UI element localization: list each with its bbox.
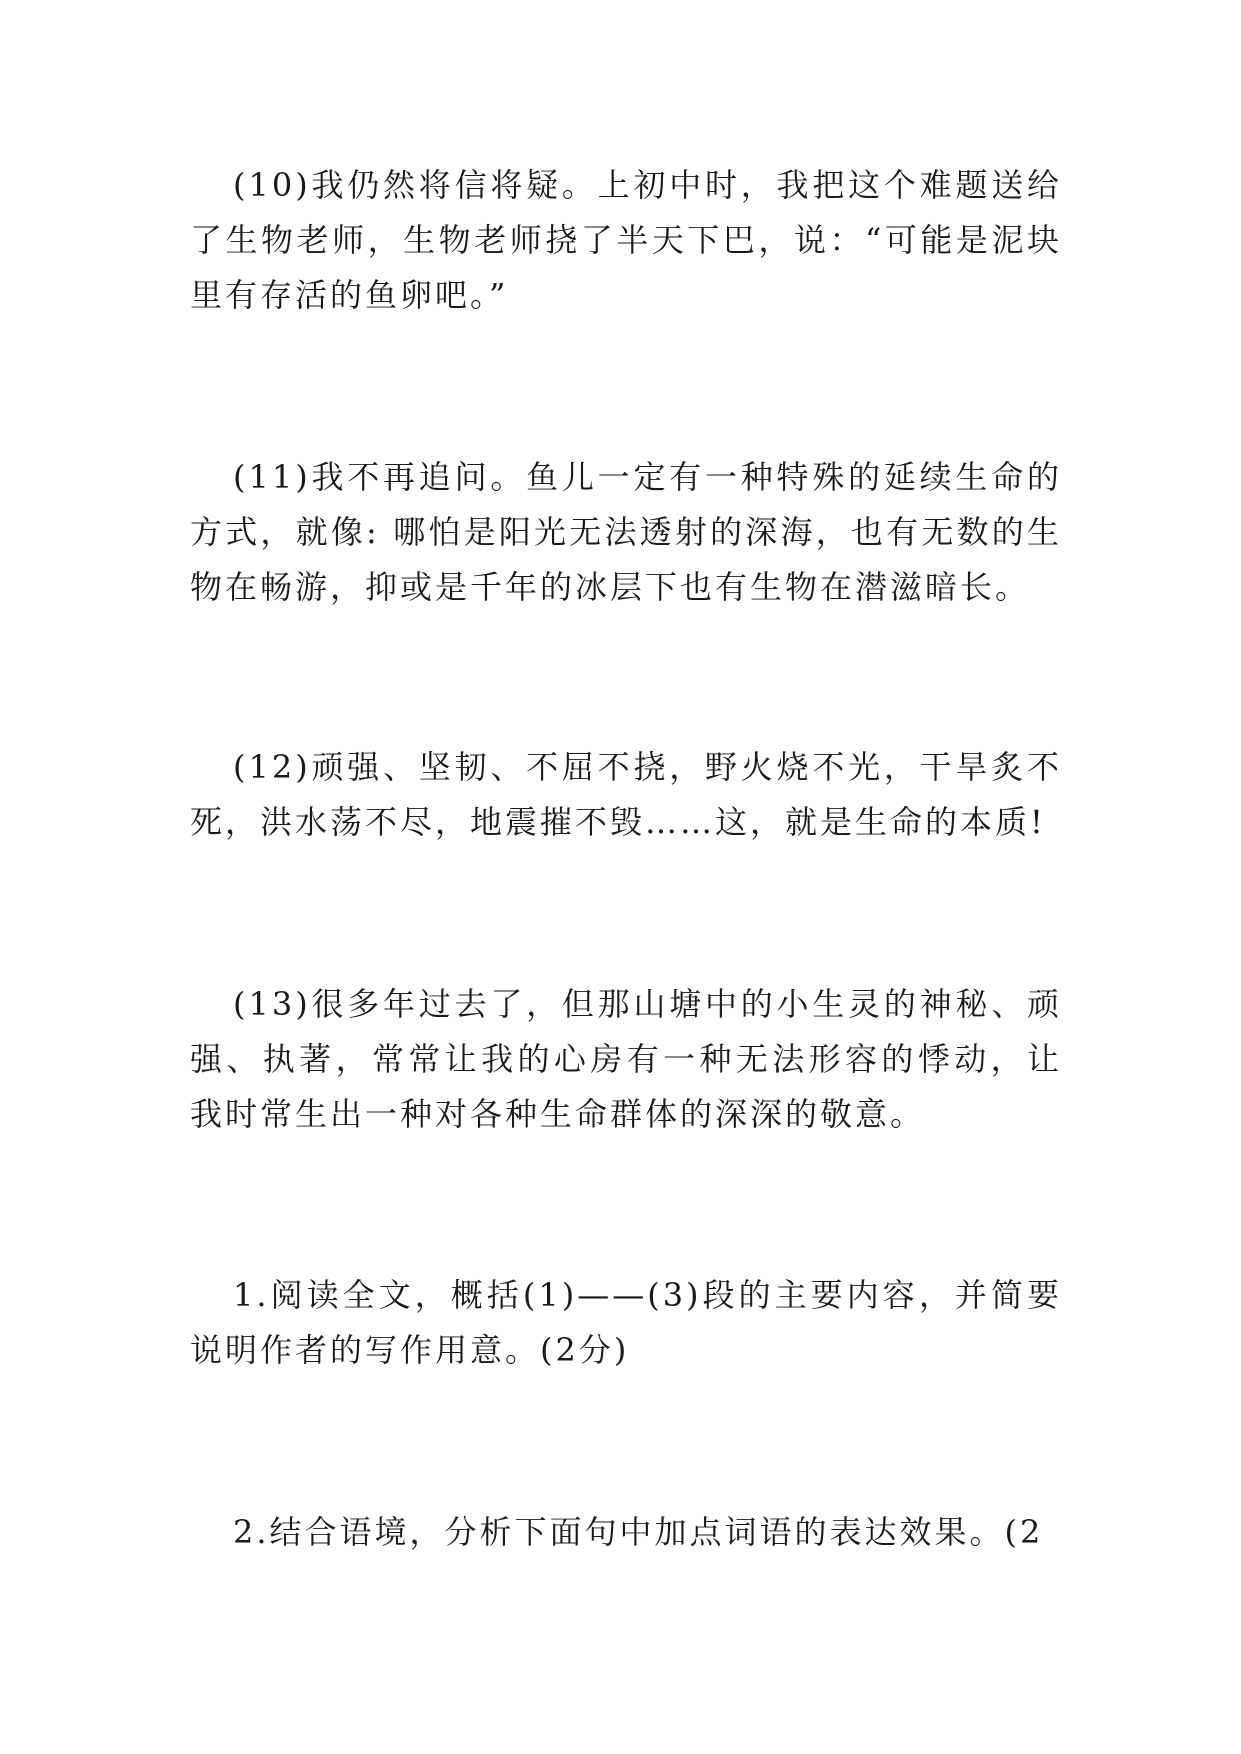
paragraph-13: (13)很多年过去了，但那山塘中的小生灵的神秘、顽强、执著，常常让我的心房有一种无法形容的悸动，让我时常生出一种对各种生命群体的深深的敬意。 [190,985,1062,1133]
paragraph-12: (12)顽强、坚韧、不屈不挠，野火烧不光，干旱炙不死，洪水荡不尽，地震摧不毁……这，就是生命的本质! [190,748,1062,841]
paragraph-11: (11)我不再追问。鱼儿一定有一种特殊的延续生命的方式，就像: 哪怕是阳光无法透射的深海，也有无数的生物在畅游，抑或是千年的冰层下也有生物在潜滋暗长。 [190,458,1062,606]
paragraph-10: (10)我仍然将信将疑。上初中时，我把这个难题送给了生物老师，生物老师挠了半天下巴，说：“可能是泥块里有存活的鱼卵吧。” [190,166,1062,314]
question-1: 1.阅读全文，概括(1)——(3)段的主要内容，并简要说明作者的写作用意。(2分) [190,1276,1062,1369]
question-2: 2.结合语境，分析下面句中加点词语的表达效果。(2 [233,1513,1044,1551]
